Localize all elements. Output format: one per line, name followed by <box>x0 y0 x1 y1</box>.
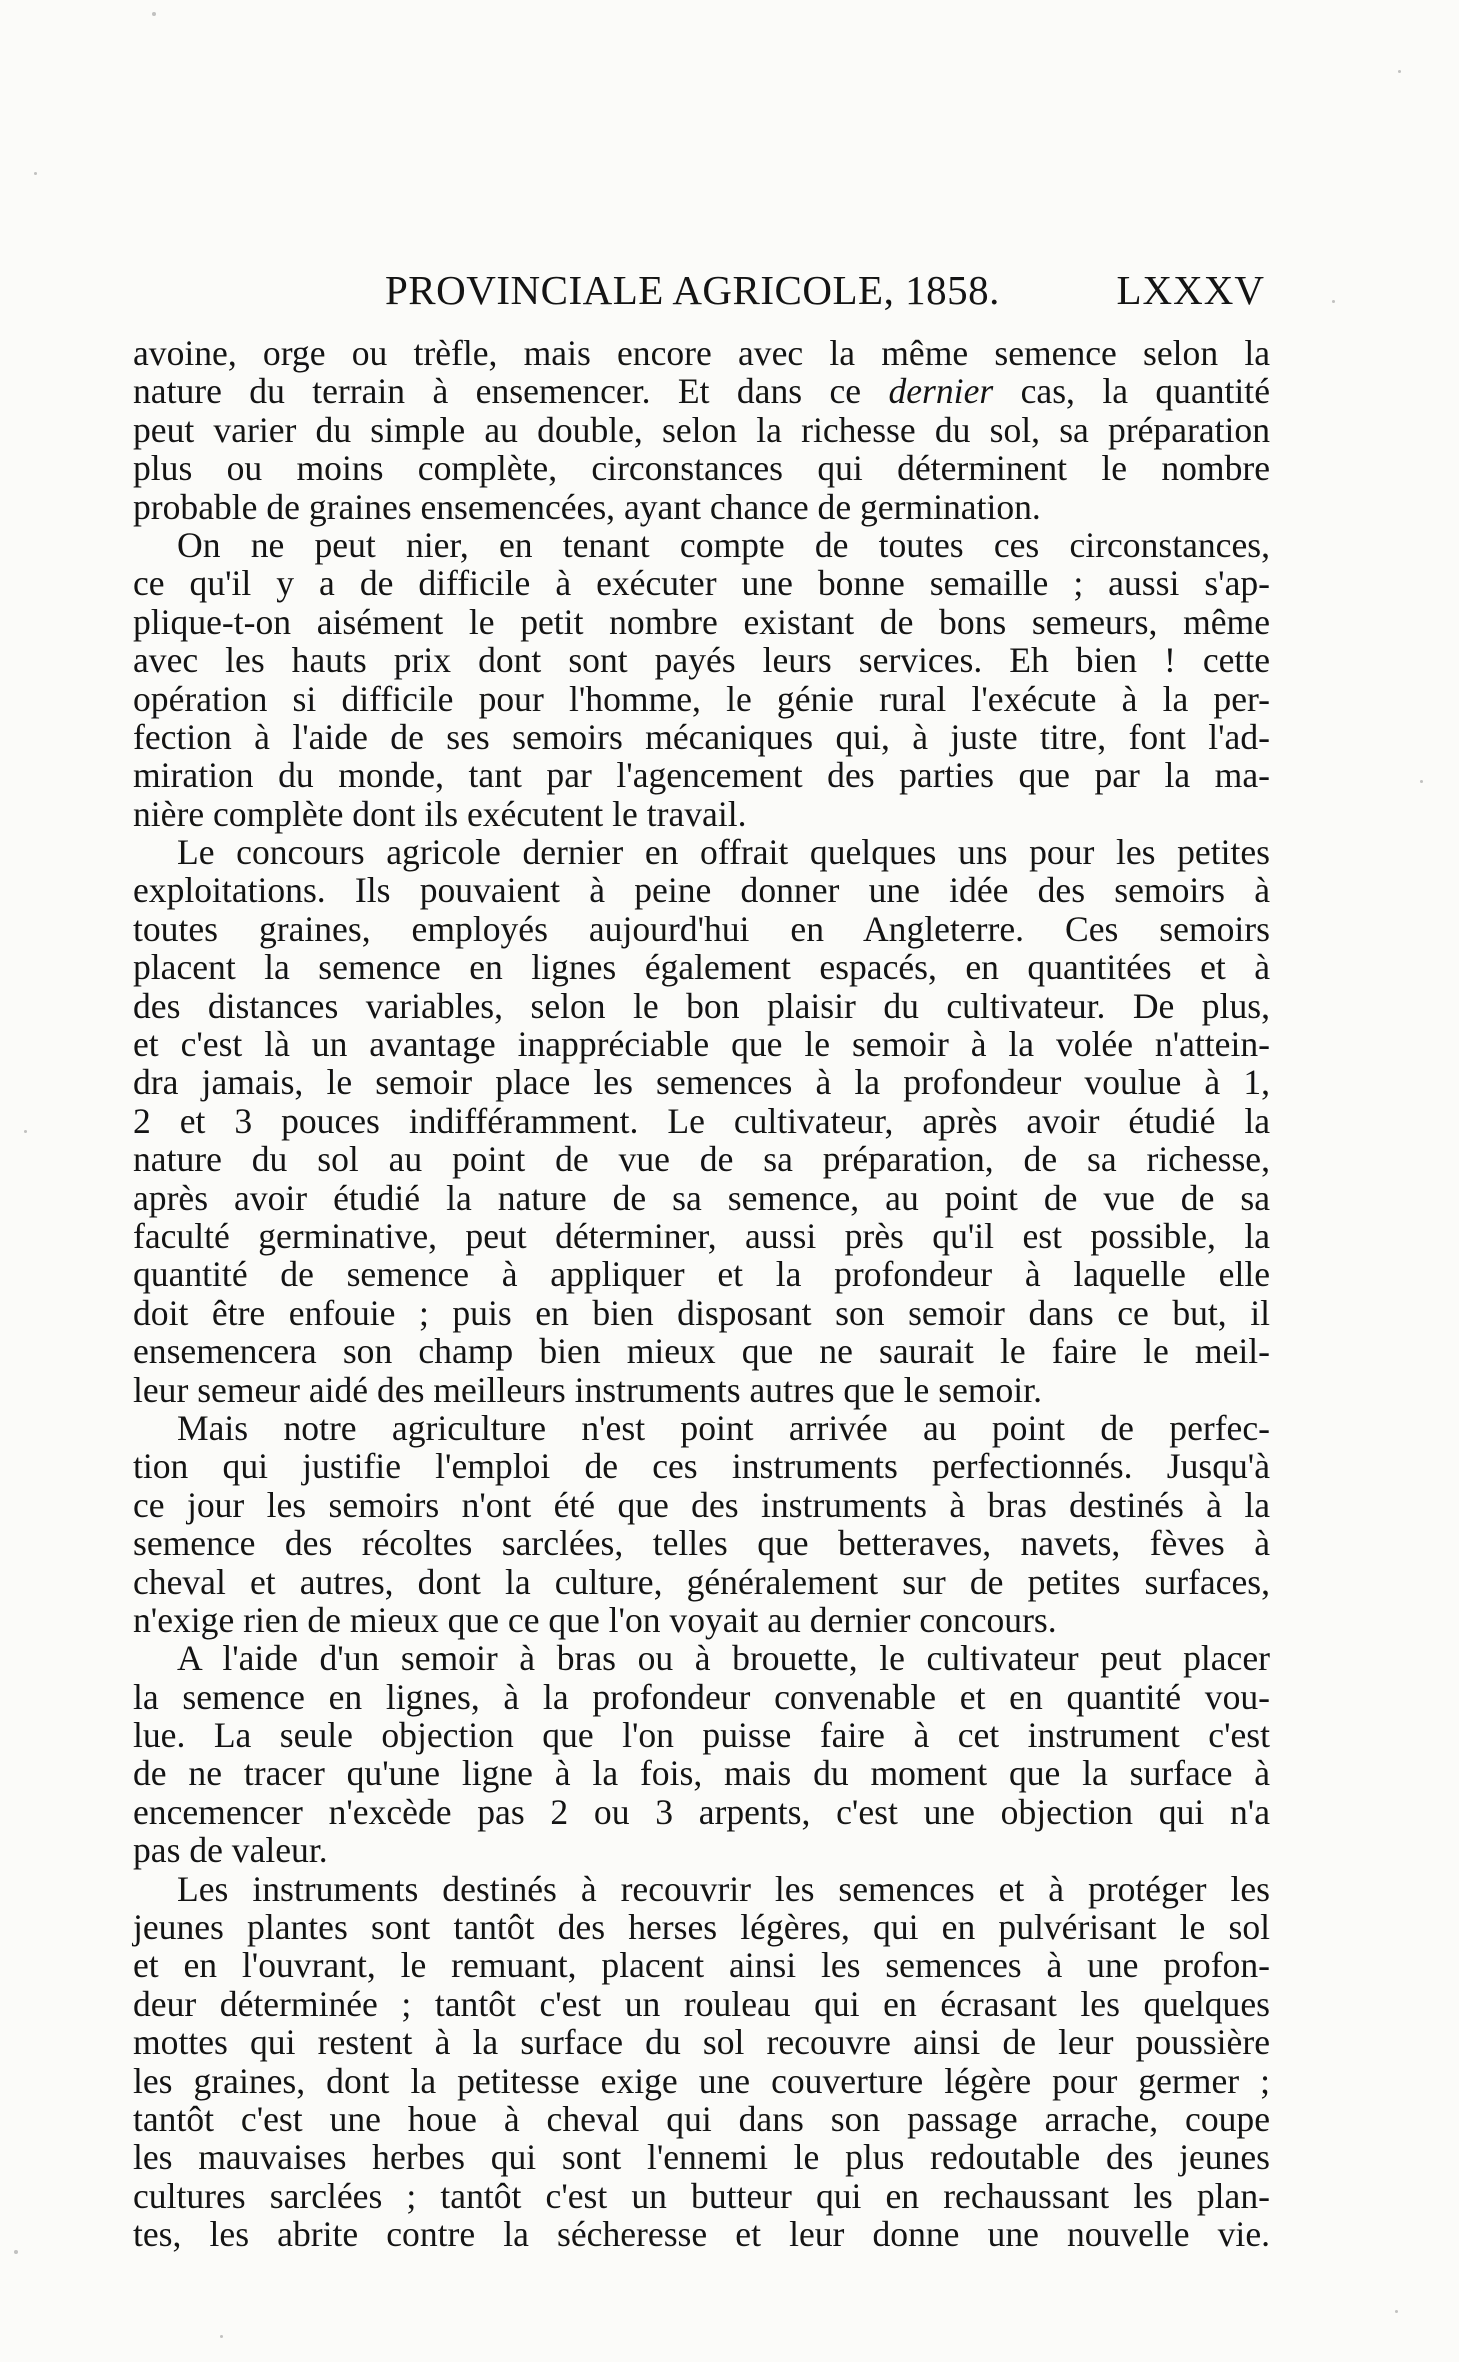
paragraph-2 <box>133 526 1270 833</box>
text-line: de ne tracer qu'une ligne à la fois, mais du moment que la surface à <box>133 1753 1270 1794</box>
body-text <box>133 334 1270 2254</box>
text-line: pas de valeur. <box>133 1830 328 1871</box>
scan-speck <box>1420 780 1423 783</box>
text-line: mottes qui restent à la surface du sol recouvre ainsi de leur poussière <box>133 2022 1270 2063</box>
text-line: probable de graines ensemencées, ayant chance de germination. <box>133 486 1041 527</box>
text-line: la semence en lignes, à la profondeur convenable et en quantité vou- <box>133 1676 1270 1717</box>
text-line: des distances variables, selon le bon plaisir du cultivateur. De plus, <box>133 985 1270 1026</box>
text-line: doit être enfouie ; puis en bien disposant son semoir dans ce but, il <box>133 1292 1270 1333</box>
running-title: PROVINCIALE AGRICOLE, 1858. <box>385 267 1000 313</box>
scan-speck <box>1332 300 1335 303</box>
text-line: après avoir étudié la nature de sa semence, au point de vue de sa <box>133 1177 1270 1218</box>
paragraph-1 <box>133 334 1270 526</box>
text-line: les graines, dont la petitesse exige une couverture légère pour germer ; <box>133 2060 1270 2101</box>
text-line: peut varier du simple au double, selon la richesse du sol, sa préparation <box>133 409 1270 450</box>
text-line: ce jour les semoirs n'ont été que des instruments à bras destinés à la <box>133 1484 1270 1525</box>
text-line: ensemencera son champ bien mieux que ne saurait le faire le meil- <box>133 1331 1270 1372</box>
text-line: quantité de semence à appliquer et la profondeur à laquelle elle <box>133 1254 1270 1295</box>
paragraph-4 <box>133 1409 1270 1639</box>
text-line: tion qui justifie l'emploi de ces instruments perfectionnés. Jusqu'à <box>133 1446 1270 1487</box>
scan-speck <box>1395 2310 1398 2313</box>
text-line: les mauvaises herbes qui sont l'ennemi le plus redoutable des jeunes <box>133 2137 1270 2178</box>
paragraph-6 <box>133 1870 1270 2254</box>
scan-speck <box>24 1130 27 1133</box>
text-line: Le concours agricole dernier en offrait quelques uns pour les petites <box>177 832 1270 873</box>
text-line: Les instruments destinés à recouvrir les semences et à protéger les <box>177 1868 1270 1909</box>
text-line: nière complète dont ils exécutent le travail. <box>133 793 747 834</box>
text-line: avec les hauts prix dont sont payés leurs services. Eh bien ! cette <box>133 640 1270 681</box>
paragraph-5 <box>133 1639 1270 1869</box>
text-line: deur déterminée ; tantôt c'est un rouleau qui en écrasant les quelques <box>133 1983 1270 2024</box>
text-line: miration du monde, tant par l'agencement des parties que par la ma- <box>133 755 1270 796</box>
scan-speck <box>152 12 156 16</box>
text-line: dra jamais, le semoir place les semences à la profondeur voulue à 1, <box>133 1062 1270 1103</box>
text-line: nature du sol au point de vue de sa préparation, de sa richesse, <box>133 1139 1270 1180</box>
text-line: Mais notre agriculture n'est point arrivée au point de perfec- <box>177 1407 1270 1448</box>
running-header <box>385 262 1265 318</box>
text-line: placent la semence en lignes également espacés, en quantitées et à <box>133 947 1270 988</box>
text-line: cultures sarclées ; tantôt c'est un butteur qui en rechaussant les plan- <box>133 2175 1270 2216</box>
text-line: encemencer n'excède pas 2 ou 3 arpents, c'est une objection qui n'a <box>133 1791 1270 1832</box>
text-line: fection à l'aide de ses semoirs mécaniques qui, à juste titre, font l'ad- <box>133 716 1270 757</box>
text-line: 2 et 3 pouces indifféramment. Le cultivateur, après avoir étudié la <box>133 1100 1270 1141</box>
text-line: semence des récoltes sarclées, telles que betteraves, navets, fèves à <box>133 1523 1270 1564</box>
page-number: LXXXV <box>1116 267 1265 313</box>
text-line: tes, les abrite contre la sécheresse et leur donne une nouvelle vie. <box>133 2214 1270 2255</box>
text-line: cheval et autres, dont la culture, généralement sur de petites surfaces, <box>133 1561 1270 1602</box>
text-line: plique-t-on aisément le petit nombre existant de bons semeurs, même <box>133 601 1270 642</box>
scan-speck <box>1398 70 1401 73</box>
text-line: On ne peut nier, en tenant compte de toutes ces circonstances, <box>177 524 1270 565</box>
text-line: et en l'ouvrant, le remuant, placent ainsi les semences à une profon- <box>133 1945 1270 1986</box>
scan-speck <box>34 172 37 175</box>
text-line: n'exige rien de mieux que ce que l'on voyait au dernier concours. <box>133 1599 1057 1640</box>
text-line: plus ou moins complète, circonstances qui déterminent le nombre <box>133 448 1270 489</box>
text-line: leur semeur aidé des meilleurs instruments autres que le semoir. <box>133 1369 1042 1410</box>
text-line: opération si difficile pour l'homme, le génie rural l'exécute à la per- <box>133 678 1270 719</box>
text-line: exploitations. Ils pouvaient à peine donner une idée des semoirs à <box>133 870 1270 911</box>
text-line: avoine, orge ou trèfle, mais encore avec la même semence selon la <box>133 333 1270 373</box>
emphasis-word: dernier <box>888 371 994 412</box>
text-line: et c'est là un avantage inappréciable que le semoir à la volée n'attein- <box>133 1024 1270 1065</box>
text-line: faculté germinative, peut déterminer, aussi près qu'il est possible, la <box>133 1215 1270 1256</box>
paragraph-3 <box>133 833 1270 1409</box>
text-line: ce qu'il y a de difficile à exécuter une bonne semaille ; aussi s'ap- <box>133 563 1270 604</box>
text-line: lue. La seule objection que l'on puisse faire à cet instrument c'est <box>133 1715 1270 1756</box>
text-line: A l'aide d'un semoir à bras ou à brouette, le cultivateur peut placer <box>177 1638 1270 1679</box>
scan-speck <box>14 2250 18 2254</box>
text-line: tantôt c'est une houe à cheval qui dans son passage arrache, coupe <box>133 2098 1270 2139</box>
text-line: nature du terrain à ensemencer. Et dans ce dernier cas, la quantité <box>133 371 1270 412</box>
text-line: toutes graines, employés aujourd'hui en Angleterre. Ces semoirs <box>133 908 1270 949</box>
text-line: jeunes plantes sont tantôt des herses légères, qui en pulvérisant le sol <box>133 1907 1270 1948</box>
scan-speck <box>220 2335 223 2338</box>
